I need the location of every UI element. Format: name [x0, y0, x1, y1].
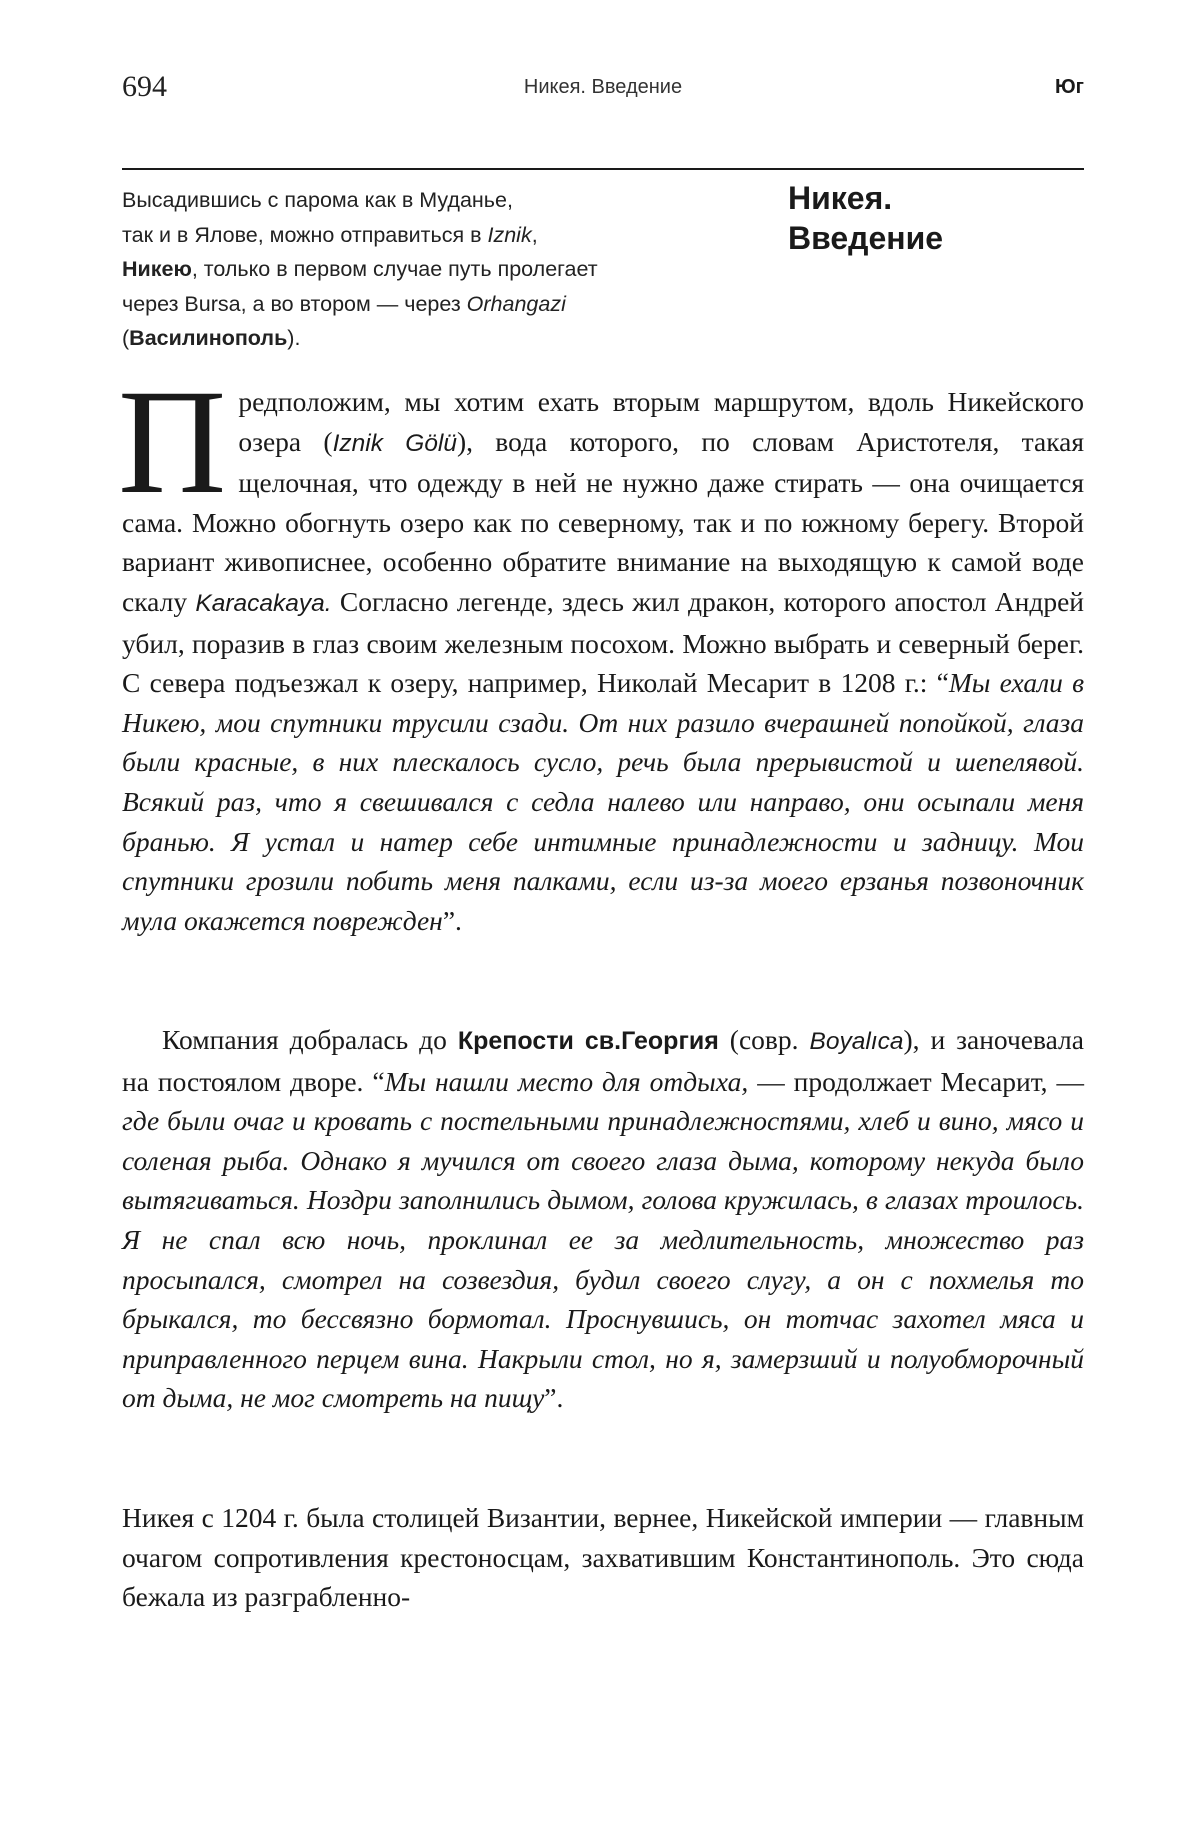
quote-italic: где были очаг и кровать с постельными принадлежностями, хлеб и вино, мясо и соленая рыба. Однако я мучился от своего глаза дыма, которому некуда было вытягиваться. Ноздри заполнились дымом, голова кружилась, в глазах троилось. Я не спал всю ночь, проклинал ее за медлительность, множество раз просыпался, смотрел на созвездия, будил своего слугу, а он с похмелья то брыкался, то бессвязно бормотал. Проснувшись, он тотчас захотел мяса и приправленного перцем вина. Накрыли стол, но я, замерзший и полуобморочный от дыма, не мог смотреть на пищу: [122, 1105, 1084, 1414]
page-header: [122, 70, 1084, 110]
body-italic: Boyalıca: [809, 1028, 904, 1055]
body-paragraph-3: [122, 1498, 1084, 1617]
body-text: ), вода которого, по словам Аристотеля, такая щелочная, что одежду в ней не нужно даже стирать — она очищается сама. Можно обогнуть озеро как по северному, так и по южному берегу. Второй вариант живописнее, особенно обратите внимание на выходящую к самой воде скалу: [122, 425, 1085, 617]
heading-line: Никея.: [788, 180, 893, 216]
body-text: Согласно легенде, здесь жил дракон, которого апостол Андрей убил, поразив в глаз своим железным посохом. Можно выбрать и северный берег. С севера подъезжал к озеру, например, Николай Месарит в 1208 г.: “: [122, 585, 1084, 699]
lead-bold: Василинополь: [129, 326, 288, 350]
body-paragraph-1: [118, 359, 1085, 940]
section-label: Юг: [1055, 76, 1084, 98]
body-text: — продолжает Месарит, —: [748, 1065, 1084, 1097]
body-text: редположим, мы хотим ехать вторым маршрутом, вдоль Никейского озера (: [238, 386, 1084, 457]
body-text: Компания добралась до: [162, 1024, 458, 1055]
body-text: ), и заночевала на постоялом дворе. “: [122, 1024, 1084, 1097]
drop-cap: П: [118, 359, 227, 525]
body-italic: Iznik Gölü: [332, 429, 457, 457]
lead-text: ).: [287, 326, 301, 350]
body-text: ”.: [544, 1382, 564, 1414]
lead-text: ,: [531, 222, 538, 247]
quote-italic: Мы нашли место для отдыха,: [384, 1065, 749, 1097]
body-text: ”.: [442, 904, 462, 936]
lead-italic: Orhangazi: [466, 291, 566, 316]
page-number: 694: [122, 70, 167, 103]
running-title: Никея. Введение: [523, 76, 683, 98]
lead-text: , только в первом случае путь пролегает: [191, 257, 598, 281]
lead-text: (: [122, 326, 130, 350]
lead-text: через Bursa, а во втором — через: [122, 291, 467, 316]
body-text: Никея с 1204 г. была столицей Византии, вернее, Никейской империи — главным очагом сопротивления крестоносцам, захватившим Константинополь. Это сюда бежала из разграбленно-: [122, 1502, 1084, 1613]
lead-text: Высадившись с парома как в Муданье,: [122, 188, 513, 212]
lead-italic: Iznik: [487, 222, 532, 247]
body-paragraph-2: [122, 1020, 1084, 1418]
quote-italic: Мы ехали в Никею, мои спутники трусили сзади. От них разило вчерашней попойкой, глаза были красные, в них плескалось сусло, речь была прерывистой и шепелявой. Всякий раз, что я свешивался с седла налево или направо, они осыпали меня бранью. Я устал и натер себе интимные принадлежности и задницу. Мои спутники грозили побить меня палками, если из-за моего ерзанья позвоночник мула окажется поврежден: [122, 667, 1085, 936]
lead-bold: Никею: [122, 257, 192, 281]
body-text: (совр.: [718, 1024, 810, 1055]
body-italic: Karacakaya.: [195, 589, 332, 617]
section-heading: [788, 178, 1088, 258]
body-bold: Крепости св.Георгия: [457, 1027, 719, 1055]
lead-text: так и в Ялове, можно отправиться в: [122, 222, 488, 247]
heading-line: Введение: [788, 220, 944, 256]
header-rule: [122, 168, 1084, 170]
lead-paragraph: [122, 183, 742, 356]
